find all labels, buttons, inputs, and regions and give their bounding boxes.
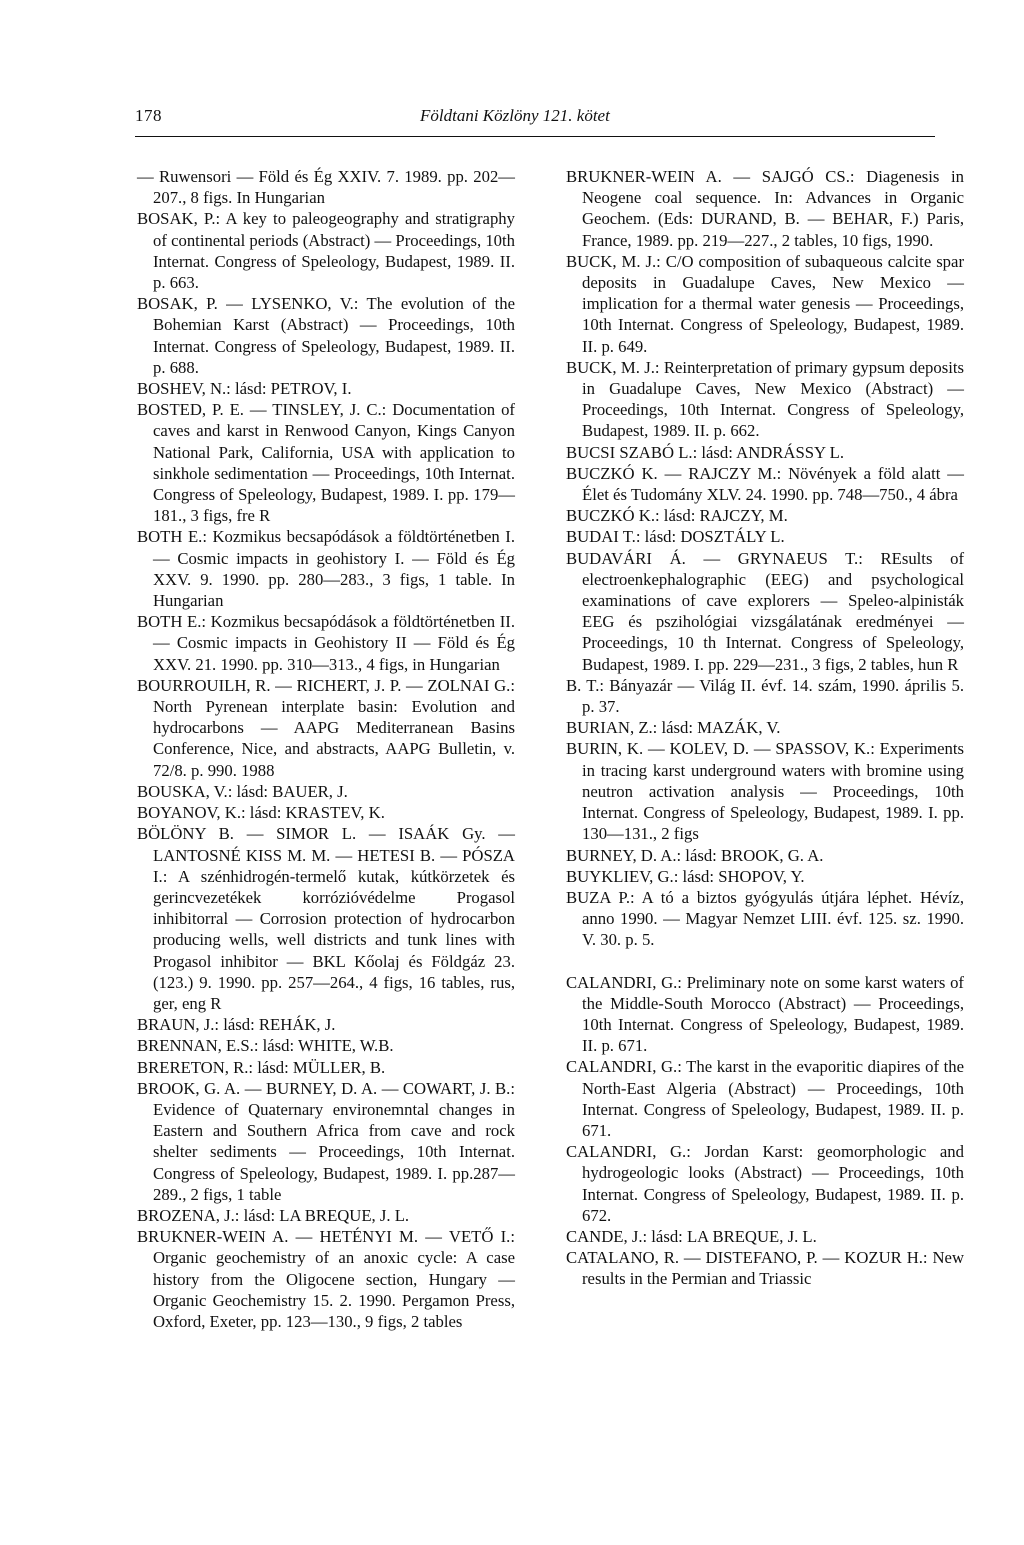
bibliography-entry: CATALANO, R. — DISTEFANO, P. — KOZUR H.: New results in the Permian and Triassic (566, 1248, 964, 1289)
bibliography-entry: BUCZKÓ K. — RAJCZY M.: Növények a föld alatt — Élet és Tudomány XLV. 24. 1990. pp. 748—750., 4 ábra (566, 463, 964, 505)
bibliography-entry: CALANDRI, G.: Preliminary note on some karst waters of the Middle-South Morocco (Abstract) — Proceedings, 10th Internat. Congress of Speleology, Budapest, 1989. II. p. 671. (566, 972, 964, 1056)
bibliography-entry: BRAUN, J.: lásd: REHÁK, J. (137, 1015, 336, 1035)
bibliography-entry: CALANDRI, G.: Jordan Karst: geomorphologic and hydrogeologic looks (Abstract) — Proceedings, 10th Internat. Congress of Speleology, Budapest, 1989. II. p. 672. (566, 1142, 964, 1225)
bibliography-entry: BROZENA, J.: lásd: LA BREQUE, J. L. (137, 1205, 410, 1225)
page-header (135, 100, 935, 140)
bibliography-entry: BUYKLIEV, G.: lásd: SHOPOV, Y. (566, 866, 805, 886)
bibliography-entry: BRERETON, R.: lásd: MÜLLER, B. (137, 1057, 386, 1077)
journal-title: Földtani Közlöny 121. kötet (420, 106, 610, 125)
bibliography-entry: BURNEY, D. A.: lásd: BROOK, G. A. (566, 845, 824, 865)
bibliography-entry: BUCK, M. J.: C/O composition of subaqueous calcite spar deposits in Guadalupe Caves, New Mexico — implication for a thermal water genesis — Proceedings, 10th Internat. Congress of Speleology, Budapest, 1989. II. p. 649. (566, 251, 964, 356)
bibliography-entry: BOSAK, P.: A key to paleogeography and stratigraphy of continental periods (Abstract) — Proceedings, 10th Internat. Congress of Speleology, Budapest, 1989. II. p. 663. (137, 209, 515, 293)
bibliography-entry: BURIAN, Z.: lásd: MAZÁK, V. (566, 718, 781, 738)
bibliography-entry: B. T.: Bányazár — Világ II. évf. 14. szám, 1990. április 5. p. 37. (566, 675, 964, 717)
bibliography-entry: BUCSI SZABÓ L.: lásd: ANDRÁSSY L. (566, 442, 845, 462)
bibliography-entry: — Ruwensori — Föld és Ég XXIV. 7. 1989. pp. 202—207., 8 figs. In Hungarian (137, 167, 515, 208)
bibliography-entry: BOTH E.: Kozmikus becsapódások a földtörténetben II. — Cosmic impacts in Geohistory II — Föld és Ég XXV. 21. 1990. pp. 310—313., 4 figs, in Hungarian (137, 612, 515, 674)
page-number: 178 (135, 106, 162, 125)
bibliography-entry: CALANDRI, G.: The karst in the evaporitic diapires of the North-East Algeria (Abstract) — Proceedings, 10th Internat. Congress of Speleology, Budapest, 1989. II. p. 671. (566, 1057, 964, 1140)
header-rule (135, 136, 935, 137)
bibliography-entry: BUDAI T.: lásd: DOSZTÁLY L. (566, 527, 785, 547)
bibliography-entry: BUZA P.: A tó a biztos gyógyulás útjára léphet. Hévíz, anno 1990. — Magyar Nemzet LIII. évf. 125. sz. 1990. V. 30. p. 5. (566, 887, 964, 950)
bibliography-entry: BOSTED, P. E. — TINSLEY, J. C.: Documentation of caves and karst in Renwood Canyon, Kings Canyon National Park, California, USA with application to sinkhole sedimentation — Proceedings, 10th Internat. Congress of Speleology, Budapest, 1989. I. pp. 179—181., 3 figs, fre R (137, 400, 515, 526)
bibliography-entry: BÖLÖNY B. — SIMOR L. — ISAÁK Gy. — LANTOSNÉ KISS M. M. — HETESI B. — PÓSZA I.: A szénhidrogén-termelő kutak, kútkörzetek és gerincvezetékek korrózióvédelme Progasol inhibitorral — Corrosion protection of hydrocarbon producing wells, well districts and tunk lines with Progasol inhibitor — BKL Kőolaj és Földgáz 23. (123.) 9. 1990. pp. 257—264., 4 figs, 16 tables, rus, ger, eng R (137, 824, 515, 1013)
bibliography-entry: BRUKNER-WEIN A. — SAJGÓ CS.: Diagenesis in Neogene coal sequence. In: Advances in Organic Geochem. (Eds: DURAND, B. — BEHAR, F.) Paris, France, 1989. pp. 219—227., 2 tables, 10 figs, 1990. (566, 167, 964, 250)
bibliography-entry: BUCK, M. J.: Reinterpretation of primary gypsum deposits in Guadalupe Caves, New Mexico (Abstract) — Proceedings, 10th Internat. Congress of Speleology, Budapest, 1989. II. p. 662. (566, 357, 964, 441)
bibliography-entry: BRENNAN, E.S.: lásd: WHITE, W.B. (137, 1036, 394, 1056)
right-column (566, 166, 964, 1290)
bibliography-entry: BOYANOV, K.: lásd: KRASTEV, K. (137, 803, 385, 823)
bibliography-entry: BOURROUILH, R. — RICHERT, J. P. — ZOLNAI G.: North Pyrenean interplate basin: Evolution and hydrocarbons — AAPG Mediterranean Basins Conference, Nice, and abstracts, AAPG Bulletin, v. 72/8. p. 990. 1988 (137, 675, 515, 780)
bibliography-entry: BOSAK, P. — LYSENKO, V.: The evolution of the Bohemian Karst (Abstract) — Proceedings, 10th Internat. Congress of Speleology, Budapest, 1989. II. p. 688. (137, 294, 515, 377)
left-column (137, 166, 515, 1332)
bibliography-entry: BRUKNER-WEIN A. — HETÉNYI M. — VETŐ I.: Organic geochemistry of an anoxic cycle: A case history from the Oligocene section, Hungary — Organic Geochemistry 15. 2. 1990. Pergamon Press, Oxford, Exeter, pp. 123—130., 9 figs, 2 tables (137, 1227, 515, 1331)
bibliography-entry: BURIN, K. — KOLEV, D. — SPASSOV, K.: Experiments in tracing karst underground waters with bromine using neutron activation analysis — Proceedings, 10th Internat. Congress of Speleology, Budapest, 1989. I. pp. 130—131., 2 figs (566, 739, 964, 844)
bibliography-entry: BROOK, G. A. — BURNEY, D. A. — COWART, J. B.: Evidence of Quaternary environemntal changes in Eastern and Southern Africa from cave and rock shelter sediments — Proceedings, 10th Internat. Congress of Speleology, Budapest, 1989. I. pp.287—289., 2 figs, 1 table (137, 1078, 515, 1204)
bibliography-entry: BOTH E.: Kozmikus becsapódások a földtörténetben I. — Cosmic impacts in geohistory I. — Föld és Ég XXV. 9. 1990. pp. 280—283., 3 figs, 1 table. In Hungarian (137, 527, 515, 611)
bibliography-entry: BOSHEV, N.: lásd: PETROV, I. (137, 379, 352, 399)
bibliography-entry: BOUSKA, V.: lásd: BAUER, J. (137, 781, 348, 801)
bibliography-entry: CANDE, J.: lásd: LA BREQUE, J. L. (566, 1226, 817, 1246)
bibliography-entry: BUDAVÁRI Á. — GRYNAEUS T.: REsults of electroenkephalographic (EEG) and psychological examinations of cave explorers — Speleo-alpinisták EEG és pszihológiai vizsgálatának eredményei — Proceedings, 10 th Internat. Congress of Speleology, Budapest, 1989. I. pp. 229—231., 3 figs, 2 tables, hun R (566, 548, 964, 674)
bibliography-entry: BUCZKÓ K.: lásd: RAJCZY, M. (566, 506, 788, 526)
